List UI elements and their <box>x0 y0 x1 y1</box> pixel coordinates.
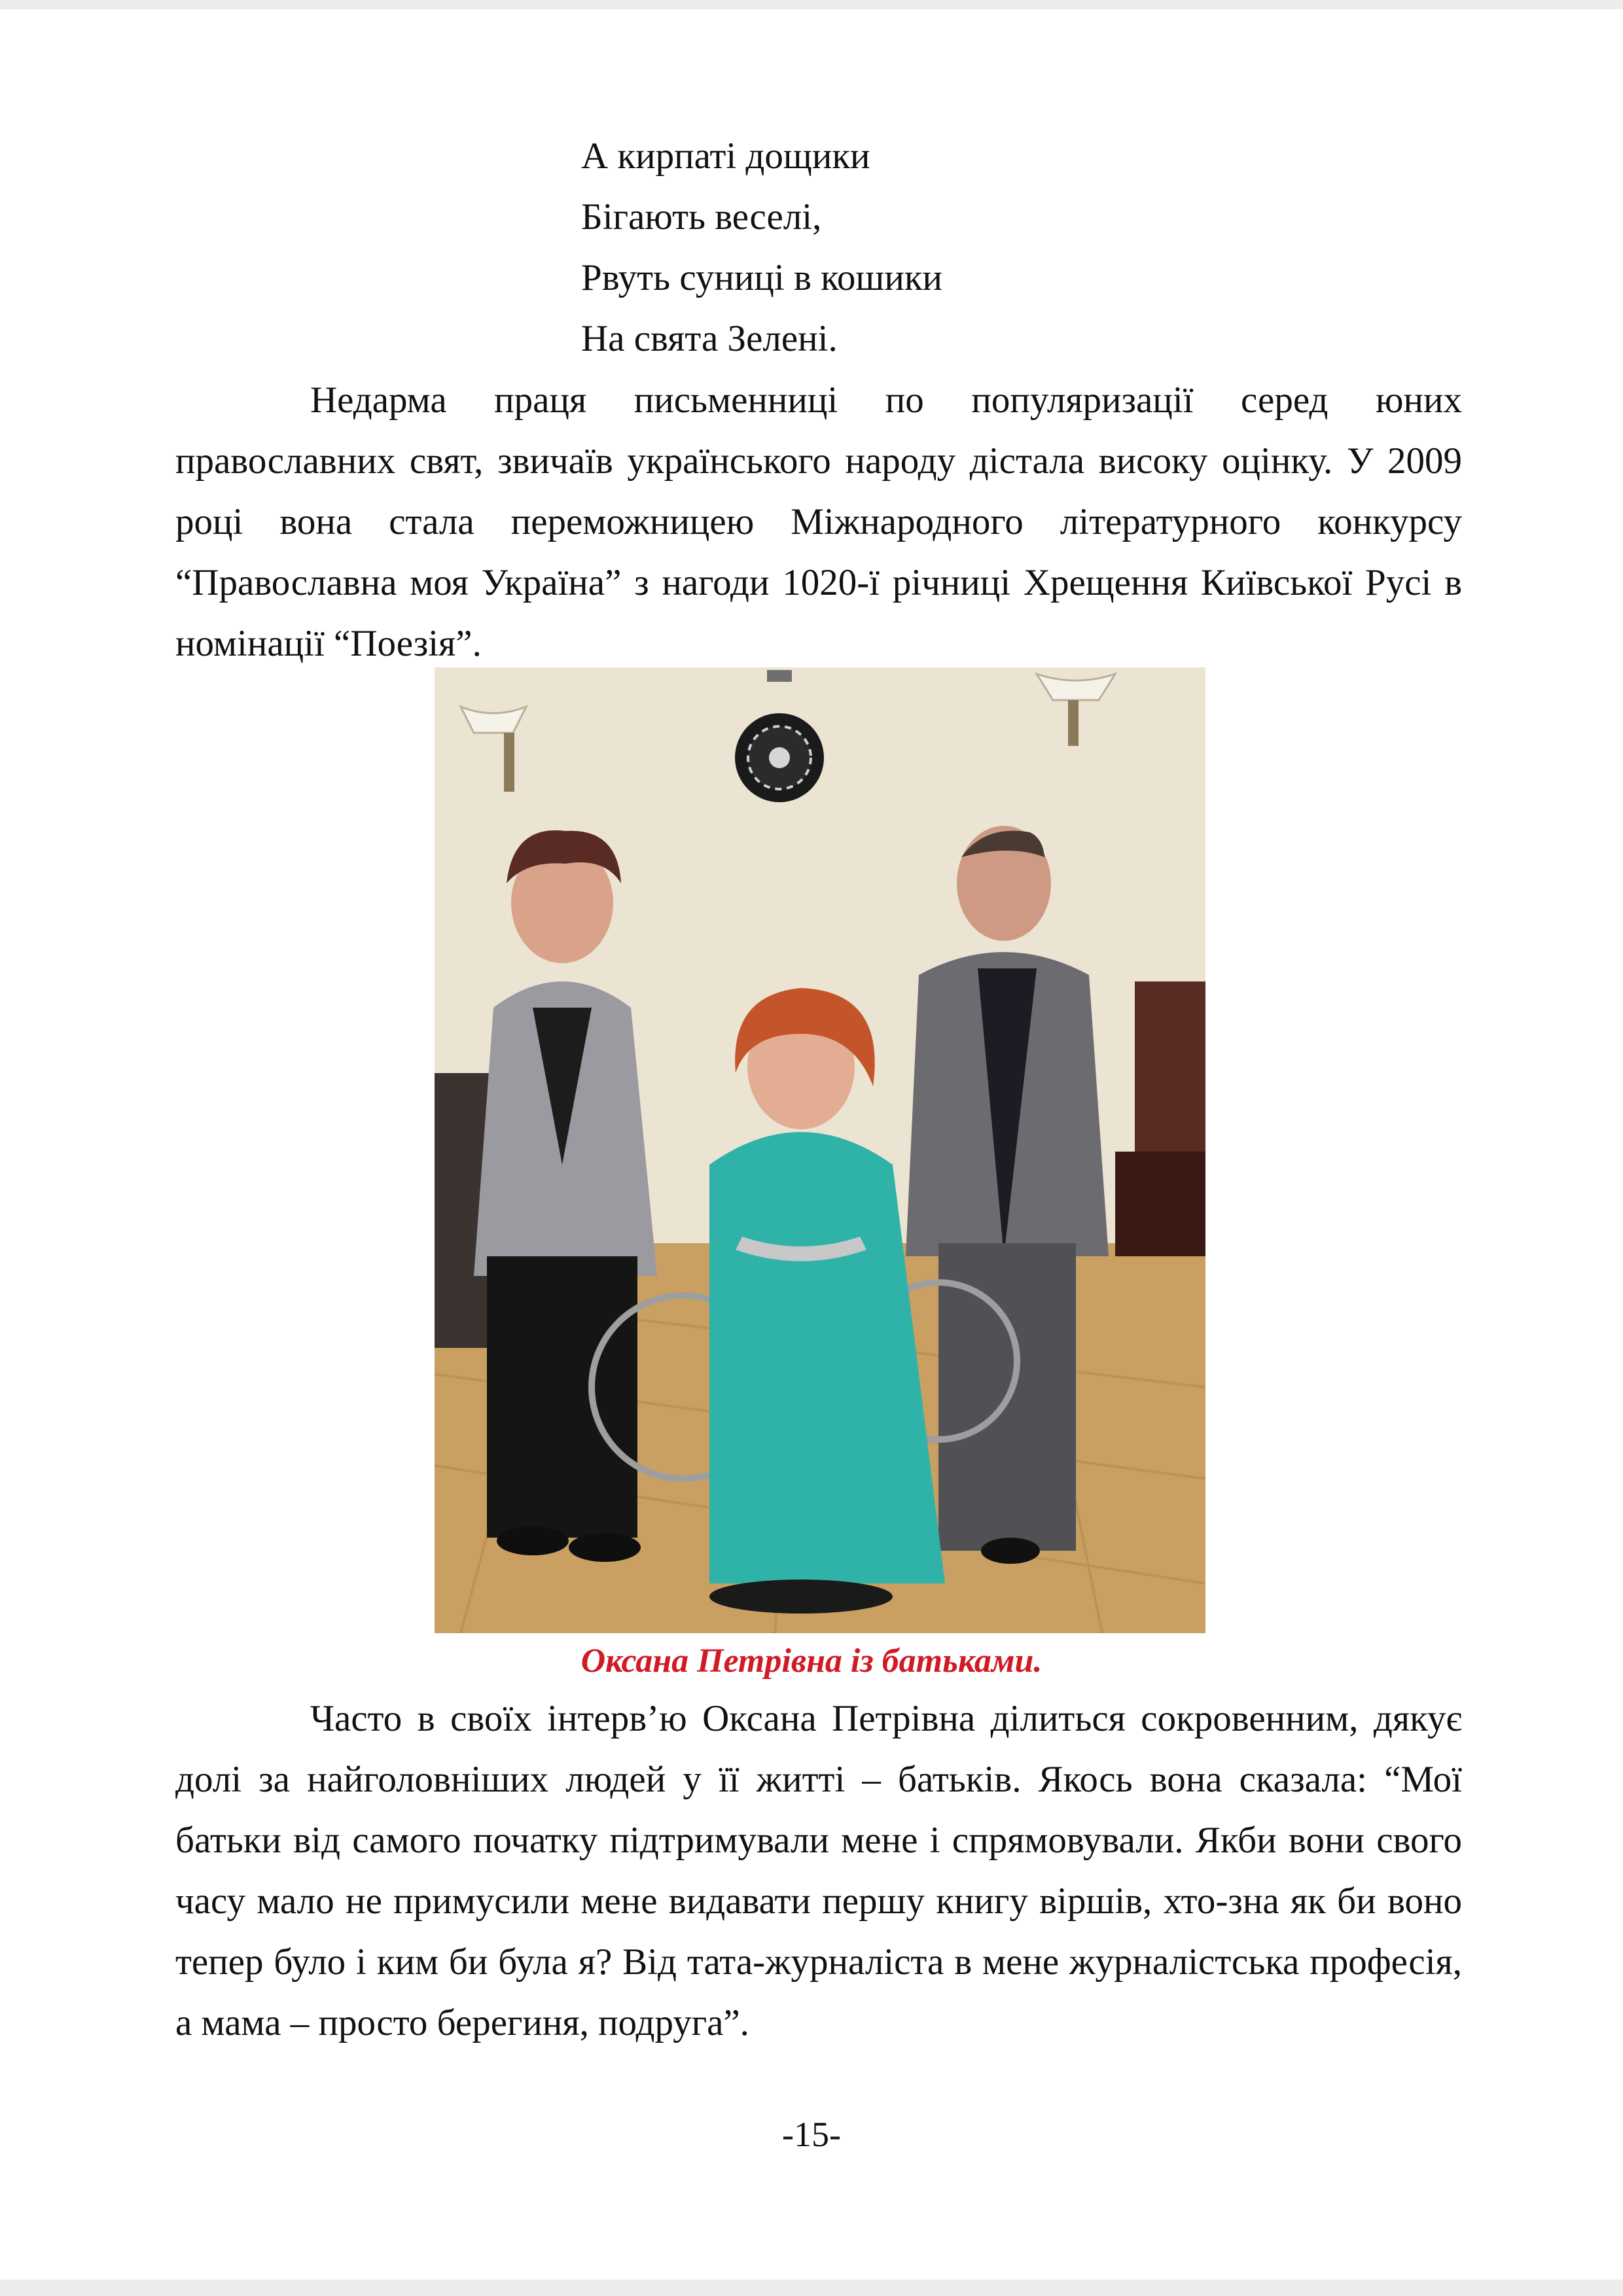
poem-line: Бігають веселі, <box>581 196 822 238</box>
photo-illustration <box>435 667 1205 1633</box>
document-page <box>0 9 1623 2280</box>
paragraph-text: Часто в своїх інтерв’ю Оксана Петрівна ділиться сокровенним, дякує долі за найголовніших людей у її житті – батьків. Якось вона сказала: “Мої батьки від самого початку підтримували мене і спрямовували. Якби вони свого часу мало не примусили мене видавати першу книгу віршів, хто-зна як би воно тепер було і ким би була я? Від тата-журналіста в мене журналістська професія, а мама – просто берегиня, подруга”. <box>175 1698 1462 2043</box>
paragraph-text: Недарма праця письменниці по популяризації серед юних православних свят, звичаїв українського народу дістала високу оцінку. У 2009 році вона стала переможницею Міжнародного літературного конкурсу “Православна моя Україна” з нагоди 1020-ї річниці Хрещення Київської Русі в номінації “Поезія”. <box>175 380 1462 664</box>
photo-caption: Оксана Петрівна із батьками. <box>580 1642 1043 1680</box>
family-photo <box>435 667 1205 1633</box>
poem-line: А кирпаті дощики <box>581 135 870 177</box>
page-number: -15- <box>782 2115 841 2154</box>
body-paragraph <box>175 370 1462 674</box>
poem-stanza <box>581 126 942 369</box>
poem-line: Рвуть суниці в кошики <box>581 257 943 298</box>
poem-line: На свята Зелені. <box>581 318 838 359</box>
body-paragraph <box>175 1688 1462 2053</box>
